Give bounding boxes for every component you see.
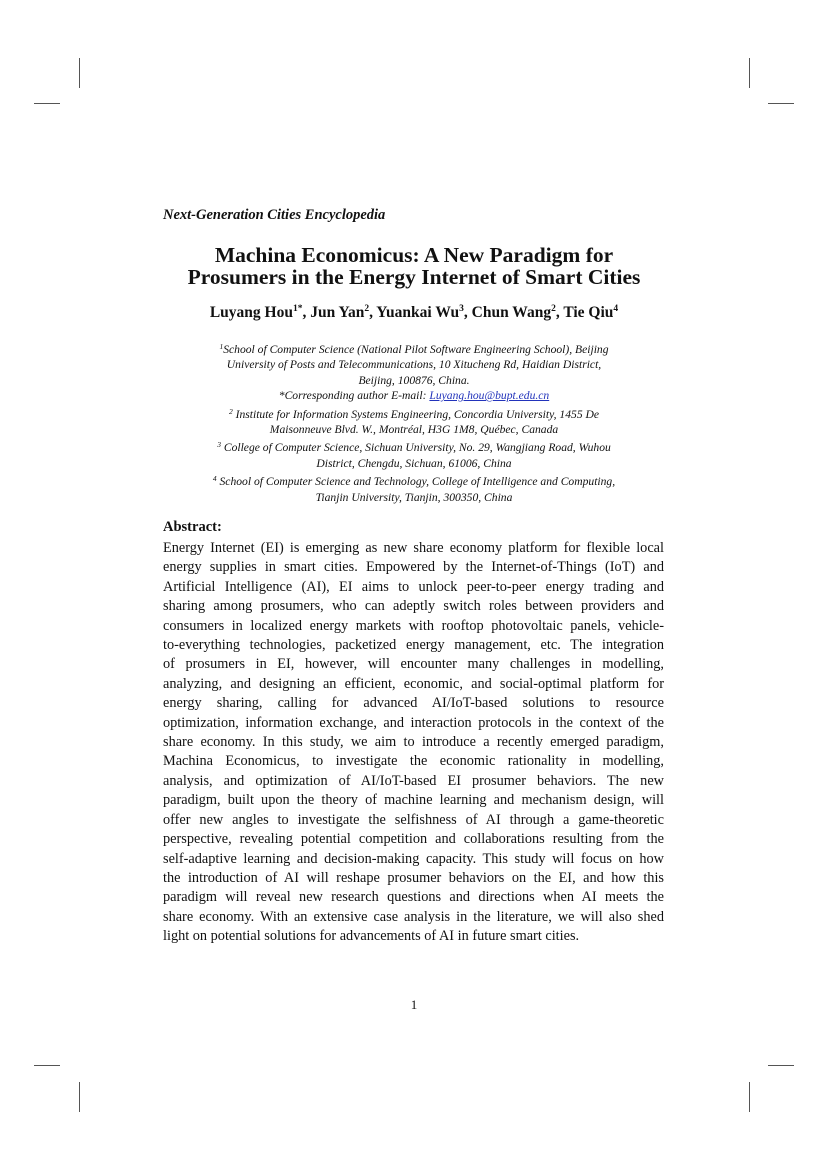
author-affiliation-mark: 2: [551, 304, 556, 314]
abstract-line: to-everything technologies, packetized energy management, etc. The integration: [163, 637, 664, 654]
affiliation-2: [180, 407, 648, 438]
author: [472, 304, 564, 321]
author: [376, 304, 471, 321]
author-list: [0, 304, 828, 322]
crop-mark-bottom-right-horizontal: [768, 1065, 794, 1066]
abstract-line: share economy. In this study, we aim to introduce a recently emerged paradigm,: [163, 734, 664, 751]
series-title: Next-Generation Cities Encyclopedia: [163, 207, 386, 223]
affiliation-mark: 4: [212, 474, 217, 484]
author-separator: ,: [302, 304, 311, 321]
author-separator: ,: [369, 304, 377, 321]
author: [210, 304, 310, 321]
crop-mark-top-right-vertical: [749, 58, 750, 88]
author-separator: ,: [555, 304, 564, 321]
abstract-line: light on potential solutions for advancements of AI in future smart cities.: [163, 928, 580, 945]
crop-mark-bottom-right-vertical: [749, 1082, 750, 1112]
abstract-body: [163, 539, 664, 947]
author-affiliation-mark: 2: [364, 304, 370, 314]
crop-mark-top-left-horizontal: [34, 103, 60, 104]
abstract-line: sharing among prosumers, who can adeptly switch roles between providers and: [163, 598, 664, 615]
affiliation-line: Tianjin University, Tianjin, 300350, China: [315, 490, 513, 504]
affiliation-line: District, Chengdu, Sichuan, 61006, China: [316, 456, 512, 470]
author-name: Tie Qiu: [563, 304, 614, 321]
corresponding-author: [180, 388, 648, 403]
author-affiliation-mark: 3: [459, 304, 464, 314]
abstract-line: energy supplies in smart cities. Empowered by the Internet-of-Things (IoT) and: [163, 559, 664, 576]
title-line-2: Prosumers in the Energy Internet of Smart Cities: [187, 265, 641, 289]
author-affiliation-mark: 1*: [292, 304, 303, 314]
author-name: Yuankai Wu: [376, 304, 460, 321]
paper-title: [0, 244, 828, 288]
abstract-line: analyzing, and designing an efficient, economic, and social-optimal platform for: [163, 675, 664, 692]
abstract-line: the introduction of AI will reshape prosumer behaviors on the EI, and how this: [163, 869, 664, 886]
author-name: Jun Yan: [310, 304, 365, 321]
affiliation-line: Maisonneuve Blvd. W., Montréal, H3G 1M8, Québec, Canada: [269, 423, 559, 437]
affiliation-mark: 3: [217, 440, 221, 450]
abstract-line: energy sharing, calling for advanced AI/IoT-based solutions to resource: [163, 695, 664, 712]
affiliation-line: School of Computer Science (National Pilot Software Engineering School), Beijing: [223, 343, 609, 356]
author: [563, 304, 618, 321]
abstract-line: optimization, information exchange, and interaction protocols in the context of the: [163, 714, 664, 731]
author-separator: ,: [463, 304, 472, 321]
author-affiliation-mark: 4: [613, 304, 619, 314]
author: [310, 304, 376, 321]
affiliation-4: [180, 474, 648, 505]
affiliation-1: [180, 342, 648, 404]
abstract-line: self-adaptive learning and decision-making capacity. This study will focus on how: [163, 850, 664, 867]
author-name: Chun Wang: [471, 304, 552, 321]
affiliation-line: College of Computer Science, Sichuan University, No. 29, Wangjiang Road, Wuhou: [220, 441, 611, 455]
abstract-line: Machina Economicus, to investigate the economic rationality in modelling,: [163, 753, 664, 770]
abstract-line: perspective, revealing potential competition and collaborations resulting from the: [163, 831, 664, 848]
abstract-line: share economy. With an extensive case analysis in the literature, we will also shed: [163, 908, 664, 925]
abstract-line: consumers in localized energy markets with rooftop photovoltaic panels, vehicle-: [163, 617, 664, 634]
corresponding-label: *Corresponding author E-mail:: [278, 389, 430, 403]
crop-mark-bottom-left-vertical: [79, 1082, 80, 1112]
abstract-line: analysis, and optimization of AI/IoT-based EI prosumer behaviors. The new: [163, 772, 664, 789]
crop-mark-top-left-vertical: [79, 58, 80, 88]
title-line-1: Machina Economicus: A New Paradigm for: [214, 243, 614, 267]
page-number: 1: [410, 997, 418, 1012]
affiliation-line: Beijing, 100876, China.: [358, 373, 470, 387]
affiliation-3: [180, 440, 648, 471]
abstract-line: paradigm will reveal new research questions and directions when AI meets the: [163, 889, 664, 906]
author-name: Luyang Hou: [209, 304, 293, 321]
affiliations: [180, 342, 648, 508]
crop-mark-top-right-horizontal: [768, 103, 794, 104]
affiliation-line: University of Posts and Telecommunications, 10 Xitucheng Rd, Haidian District,: [226, 358, 602, 372]
abstract-line: Energy Internet (EI) is emerging as new share economy platform for flexible local: [163, 540, 664, 556]
abstract-line: offer new angles to investigate the selfishness of AI through a game-theoretic: [163, 811, 664, 828]
affiliation-mark: 1: [219, 342, 224, 351]
abstract-line: paradigm, built upon the theory of machine learning and mechanism design, will: [163, 792, 664, 809]
affiliation-line: School of Computer Science and Technology, College of Intelligence and Computing,: [216, 475, 616, 489]
abstract-heading: Abstract:: [163, 519, 222, 535]
abstract-line: Artificial Intelligence (AI), EI aims to unlock peer-to-peer energy trading and: [163, 578, 664, 595]
affiliation-mark: 2: [228, 406, 233, 416]
affiliation-line: Institute for Information Systems Engineering, Concordia University, 1455 De: [232, 407, 600, 421]
abstract-line: of prosumers in EI, however, will encounter many challenges in modelling,: [163, 656, 664, 673]
corresponding-email-link[interactable]: Luyang.hou@bupt.edu.cn: [429, 389, 550, 403]
crop-mark-bottom-left-horizontal: [34, 1065, 60, 1066]
